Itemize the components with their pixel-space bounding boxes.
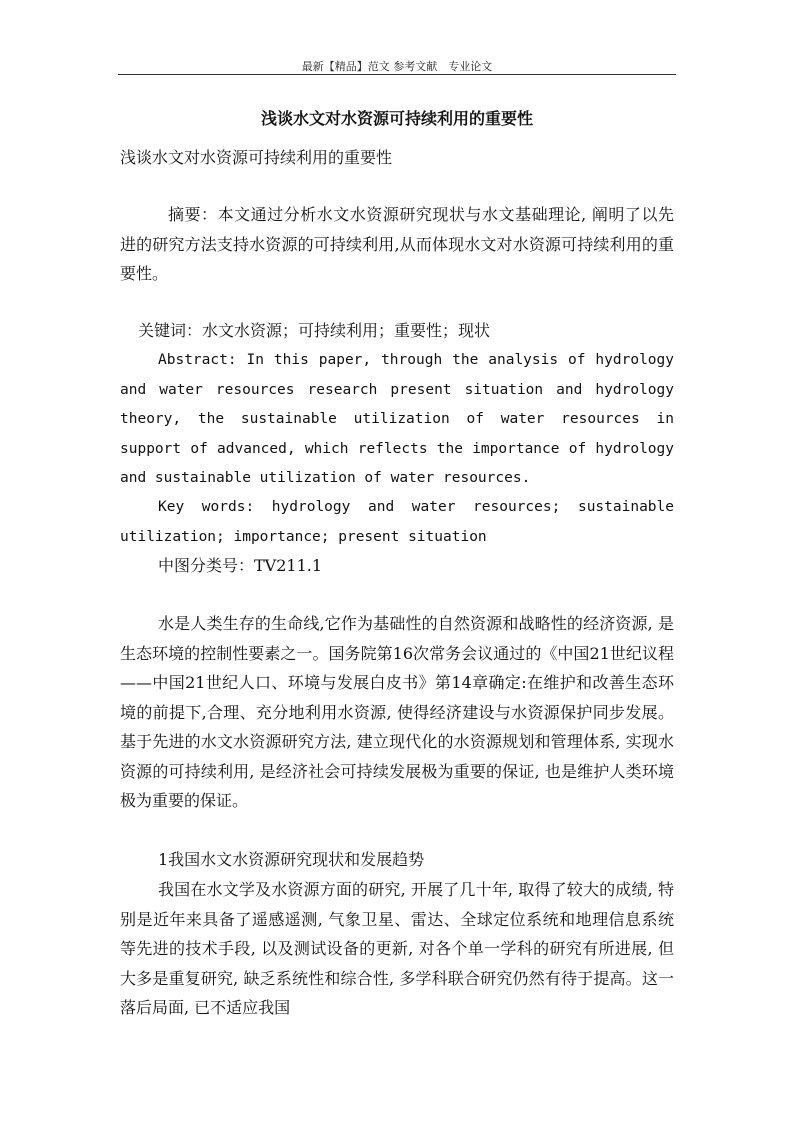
document-subtitle: 浅谈水文对水资源可持续利用的重要性 <box>120 148 393 167</box>
abstract-english-line: and sustainable utilization of water resources. <box>120 470 531 486</box>
keywords-chinese: 关键词：水文水资源；可持续利用；重要性；现状 <box>138 321 491 340</box>
abstract-english-line: theory, the sustainable utilization of water resources in <box>120 411 674 427</box>
body-paragraph: 水是人类生存的生命线,它作为基础性的自然资源和战略性的经济资源, 是生态环境的控制性要素之一。国务院第16次常务会议通过的《中国21世纪议程——中国21世纪人口、环境与发展白皮书》第14章确定:在维护和改善生态环境的前提下,合理、充分地利用水资源, 使得经济建设与水资源保护同步发展。基于先进的水文水资源研究方法, 建立现代化的水资源规划和管理体系, 实现水资源的可持续利用, 是经济社会可持续发展极为重要的保证, 也是维护人类环境极为重要的保证。 <box>120 614 674 810</box>
abstract-english-line: and water resources research present situation and hydrology <box>120 381 674 398</box>
keywords-english-line: Key words: hydrology and water resources; sustainable <box>158 499 674 515</box>
body-paragraph: 我国在水文学及水资源方面的研究, 开展了几十年, 取得了较大的成绩, 特别是近年来具备了遥感遥测, 气象卫星、雷达、全球定位系统和地理信息系统等先进的技术手段, 以及测试设备的更新, 对各个单一学科的研究有所进展, 但大多是重复研究, 缺乏系统性和综合性, 多学科联合研究仍然有待于提高。这一落后局面, 已不适应我国 <box>120 880 674 1017</box>
header-divider <box>118 74 676 75</box>
section-heading: 1我国水文水资源研究现状和发展趋势 <box>158 850 425 869</box>
page-header: 最新【精品】范文 参考文献 专业论文 <box>301 60 493 73</box>
document-title: 浅谈水文对水资源可持续利用的重要性 <box>260 109 533 128</box>
abstract-english-line: support of advanced, which reflects the importance of hydrology <box>120 440 674 457</box>
abstract-chinese: 摘要：本文通过分析水文水资源研究现状与水文基础理论, 阐明了以先进的研究方法支持水资源的可持续利用,从而体现水文对水资源可持续利用的重要性。 <box>120 205 674 283</box>
keywords-english <box>120 493 674 552</box>
keywords-english-line: utilization; importance; present situation <box>120 528 487 545</box>
abstract-english <box>120 346 674 494</box>
classification-number: 中图分类号：TV211.1 <box>158 556 323 575</box>
abstract-english-line: Abstract: In this paper, through the analysis of hydrology <box>158 352 674 368</box>
